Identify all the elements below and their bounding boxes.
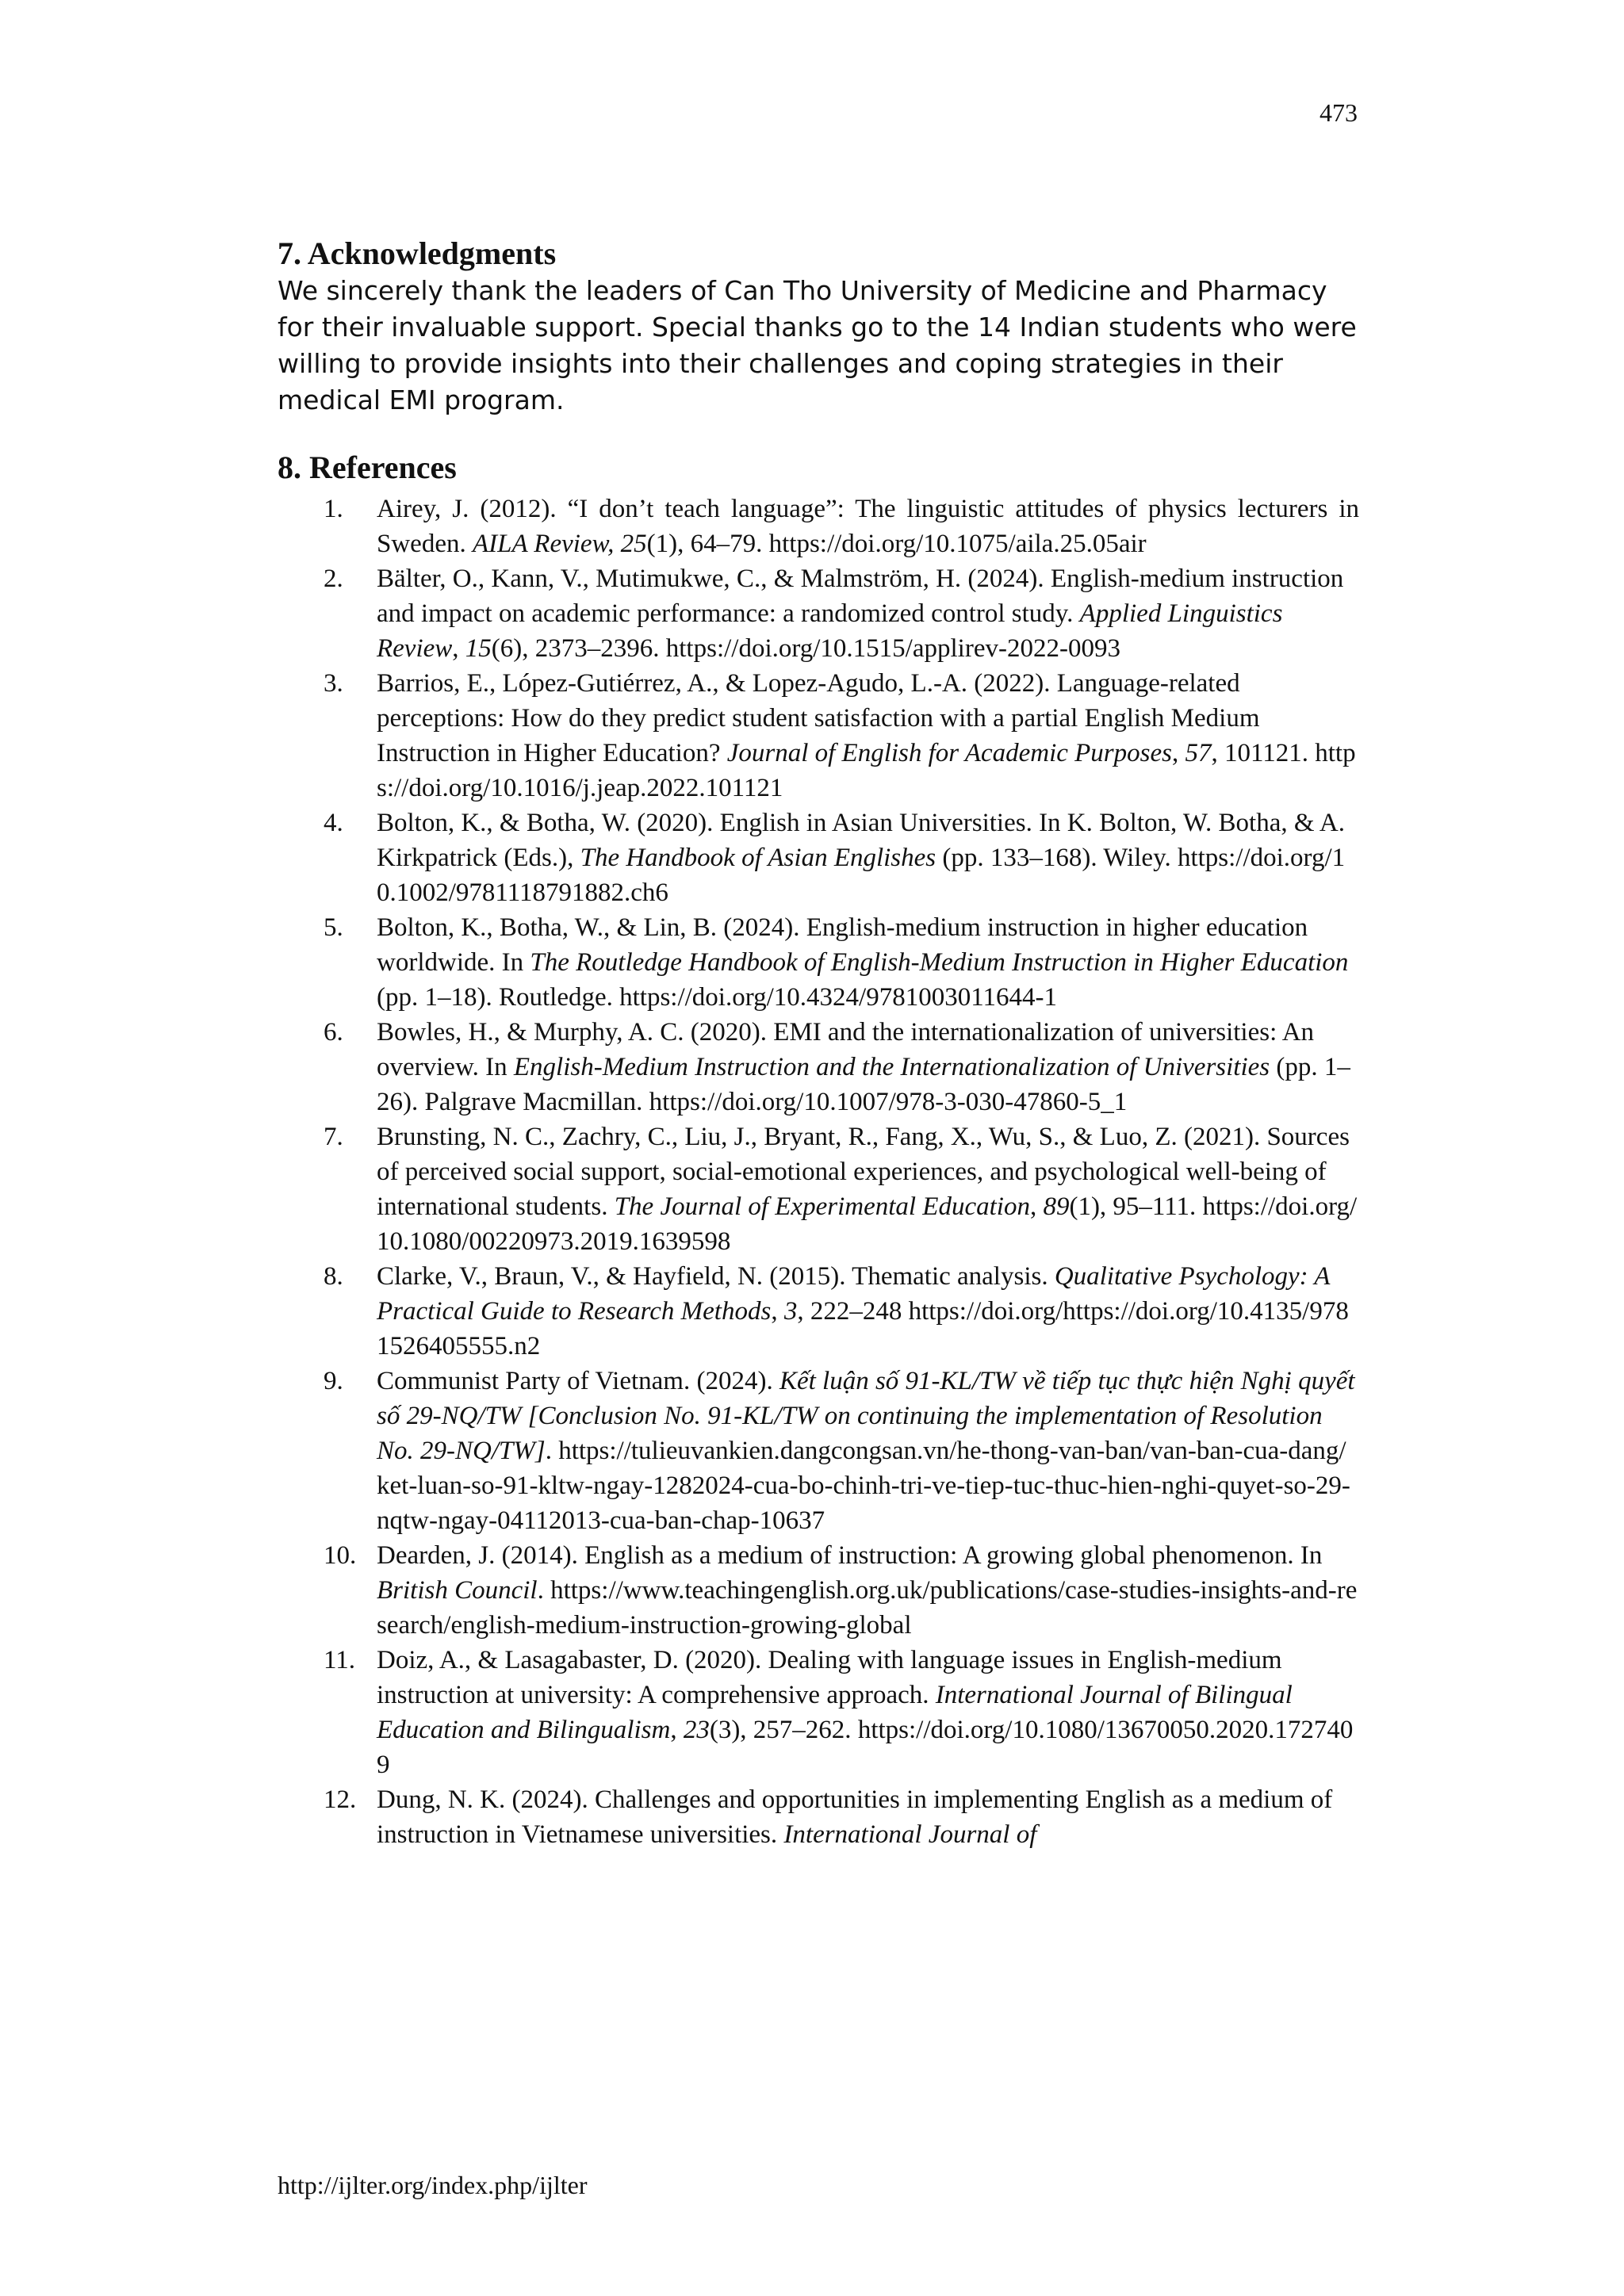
reference-item	[278, 1364, 1359, 1538]
reference-volume: 89	[1043, 1192, 1070, 1221]
reference-text: (1), 64–79.	[646, 530, 769, 558]
reference-doi-link[interactable]: https://tulieuvankien.dangcongsan.vn/he-thong-van-ban/van-ban-cua-dang/ket-luan-so-91-kltw-ngay-1282024-cua-bo-chinh-tri-ve-tiep-tuc-thuc-hien-nghi-quyet-so-29-nqtw-ngay-04112013-cua-ban-chap-10637	[377, 1437, 1350, 1535]
reference-doi-link[interactable]: https://doi.org/10.4324/9781003011644-1	[619, 983, 1057, 1012]
reference-text: (pp. 1–26). Palgrave Macmillan.	[377, 1053, 1350, 1116]
reference-volume: 3	[783, 1297, 798, 1326]
reference-text: Barrios, E., López-Gutiérrez, A., & Lopez-Agudo, L.-A. (2022). Language-related perceptions: How do they predict student satisfaction with a partial English Medium Instruction in Higher Education?	[377, 669, 1260, 767]
reference-item	[278, 1259, 1359, 1364]
reference-doi-link[interactable]: https://doi.org/10.1016/j.jeap.2022.101121	[377, 739, 1356, 802]
reference-text: ,	[1171, 739, 1185, 767]
reference-doi-link[interactable]: https://doi.org/10.1002/9781118791882.ch6	[377, 844, 1346, 907]
reference-text: (pp. 1–18). Routledge.	[377, 983, 620, 1012]
reference-text: (3), 257–262.	[709, 1716, 858, 1744]
reference-source-title: English-Medium Instruction and the Internationalization of Universities	[513, 1053, 1270, 1081]
reference-source-title: Qualitative Psychology: A Practical Guide to Research Methods	[377, 1262, 1330, 1326]
reference-text: Brunsting, N. C., Zachry, C., Liu, J., Bryant, R., Fang, X., Wu, S., & Luo, Z. (2021). Sources of perceived social support, social-emotional experiences, and psychological well-being of international students.	[377, 1123, 1350, 1221]
reference-doi-link[interactable]: https://doi.org/10.1075/aila.25.05air	[768, 530, 1147, 558]
page-content	[278, 235, 1359, 1852]
reference-doi-link[interactable]: https://doi.org/10.1007/978-3-030-47860-5_1	[649, 1088, 1128, 1116]
acknowledgments-heading: 7. Acknowledgments	[278, 235, 557, 271]
page-number: 473	[1320, 98, 1358, 127]
reference-source-title: The Routledge Handbook of English-Medium Instruction in Higher Education	[530, 948, 1349, 977]
reference-text: .	[537, 1576, 551, 1605]
reference-number: 3.	[324, 669, 343, 698]
reference-text: Bolton, K., & Botha, W. (2020). English in Asian Universities. In K. Bolton, W. Botha, & A. Kirkpatrick (Eds.),	[377, 809, 1346, 872]
reference-text: .	[545, 1437, 559, 1465]
reference-doi-link[interactable]: https://doi.org/10.1080/13670050.2020.1727409	[377, 1716, 1354, 1779]
reference-text: Doiz, A., & Lasagabaster, D. (2020). Dealing with language issues in English-medium instruction at university: A comprehensive approach.	[377, 1646, 1282, 1709]
reference-text: (pp. 133–168). Wiley.	[936, 844, 1178, 872]
reference-number: 8.	[324, 1262, 343, 1291]
reference-item	[278, 1119, 1359, 1259]
reference-source-title: Applied Linguistics Review	[377, 599, 1283, 663]
reference-number: 12.	[324, 1785, 357, 1814]
reference-source-title: AILA Review, 25	[472, 530, 647, 558]
reference-source-title: British Council	[377, 1576, 538, 1605]
reference-list	[278, 492, 1359, 1852]
reference-text: Dung, N. K. (2024). Challenges and opportunities in implementing English as a medium of instruction in Vietnamese universities.	[377, 1785, 1333, 1849]
reference-doi-link[interactable]: https://doi.org/10.1515/applirev-2022-0093	[665, 634, 1120, 663]
reference-number: 11.	[324, 1646, 356, 1674]
footer-journal-url[interactable]: http://ijlter.org/index.php/ijlter	[278, 2171, 588, 2199]
reference-number: 10.	[324, 1541, 357, 1570]
reference-text: Bälter, O., Kann, V., Mutimukwe, C., & Malmström, H. (2024). English-medium instruction and impact on academic performance: a randomized control study.	[377, 564, 1344, 628]
reference-text: Dearden, J. (2014). English as a medium of instruction: A growing global phenomenon. In	[377, 1541, 1323, 1570]
reference-item	[278, 666, 1359, 806]
reference-item	[278, 1643, 1359, 1782]
reference-number: 6.	[324, 1018, 343, 1047]
reference-item	[278, 910, 1359, 1015]
reference-text: (6), 2373–2396.	[491, 634, 666, 663]
reference-number: 7.	[324, 1123, 343, 1151]
reference-number: 2.	[324, 564, 343, 593]
reference-doi-link[interactable]: https://www.teachingenglish.org.uk/publications/case-studies-insights-and-research/english-medium-instruction-growing-global	[377, 1576, 1358, 1640]
reference-text: , 222–248	[797, 1297, 909, 1326]
references-section	[278, 449, 1359, 1852]
acknowledgments-section	[278, 235, 1359, 419]
reference-text: (1), 95–111.	[1069, 1192, 1203, 1221]
reference-item	[278, 1015, 1359, 1119]
reference-source-title: Journal of English for Academic Purposes	[726, 739, 1172, 767]
reference-text: Clarke, V., Braun, V., & Hayfield, N. (2015). Thematic analysis.	[377, 1262, 1055, 1291]
reference-text: ,	[771, 1297, 784, 1326]
reference-item	[278, 1782, 1359, 1852]
reference-text: , 101121.	[1211, 739, 1316, 767]
reference-number: 1.	[324, 495, 343, 523]
reference-text: Communist Party of Vietnam. (2024).	[377, 1367, 779, 1395]
acknowledgments-body: We sincerely thank the leaders of Can Tho University of Medicine and Pharmacy for their invaluable support. Special thanks go to the 14 Indian students who were willing to provide insights into their challenges and coping strategies in their medical EMI program.	[278, 275, 1357, 415]
reference-item	[278, 1538, 1359, 1643]
reference-number: 4.	[324, 809, 343, 837]
reference-doi-link[interactable]: https://doi.org/10.1080/00220973.2019.1639598	[377, 1192, 1358, 1256]
reference-source-title: The Journal of Experimental Education	[614, 1192, 1030, 1221]
references-heading: 8. References	[278, 450, 457, 485]
reference-number: 5.	[324, 913, 343, 942]
reference-item	[278, 806, 1359, 910]
reference-item	[278, 561, 1359, 666]
reference-number: 9.	[324, 1367, 343, 1395]
reference-text: ,	[670, 1716, 684, 1744]
reference-text: Bolton, K., Botha, W., & Lin, B. (2024). English-medium instruction in higher education worldwide. In	[377, 913, 1308, 977]
reference-volume: 57	[1185, 739, 1212, 767]
reference-volume: 23	[683, 1716, 710, 1744]
reference-volume: 15	[465, 634, 492, 663]
reference-text: Bowles, H., & Murphy, A. C. (2020). EMI and the internationalization of universities: An overview. In	[377, 1018, 1315, 1081]
reference-text: ,	[1029, 1192, 1044, 1221]
reference-doi-link[interactable]: https://doi.org/https://doi.org/10.4135/9781526405555.n2	[377, 1297, 1349, 1360]
reference-source-title: International Journal of	[783, 1820, 1037, 1849]
reference-source-title: Kết luận số 91-KL/TW về tiếp tục thực hiện Nghị quyết số 29-NQ/TW [Conclusion No. 91-KL/TW on continuing the implementation of Resolution No. 29-NQ/TW]	[377, 1367, 1355, 1465]
reference-text: ,	[452, 634, 465, 663]
reference-source-title: International Journal of Bilingual Education and Bilingualism	[377, 1681, 1293, 1744]
reference-item	[278, 492, 1359, 561]
reference-source-title: The Handbook of Asian Englishes	[580, 844, 936, 872]
reference-text: Airey, J. (2012). “I don’t teach language”: The linguistic attitudes of physics lecturers in Sweden.	[377, 495, 1359, 558]
